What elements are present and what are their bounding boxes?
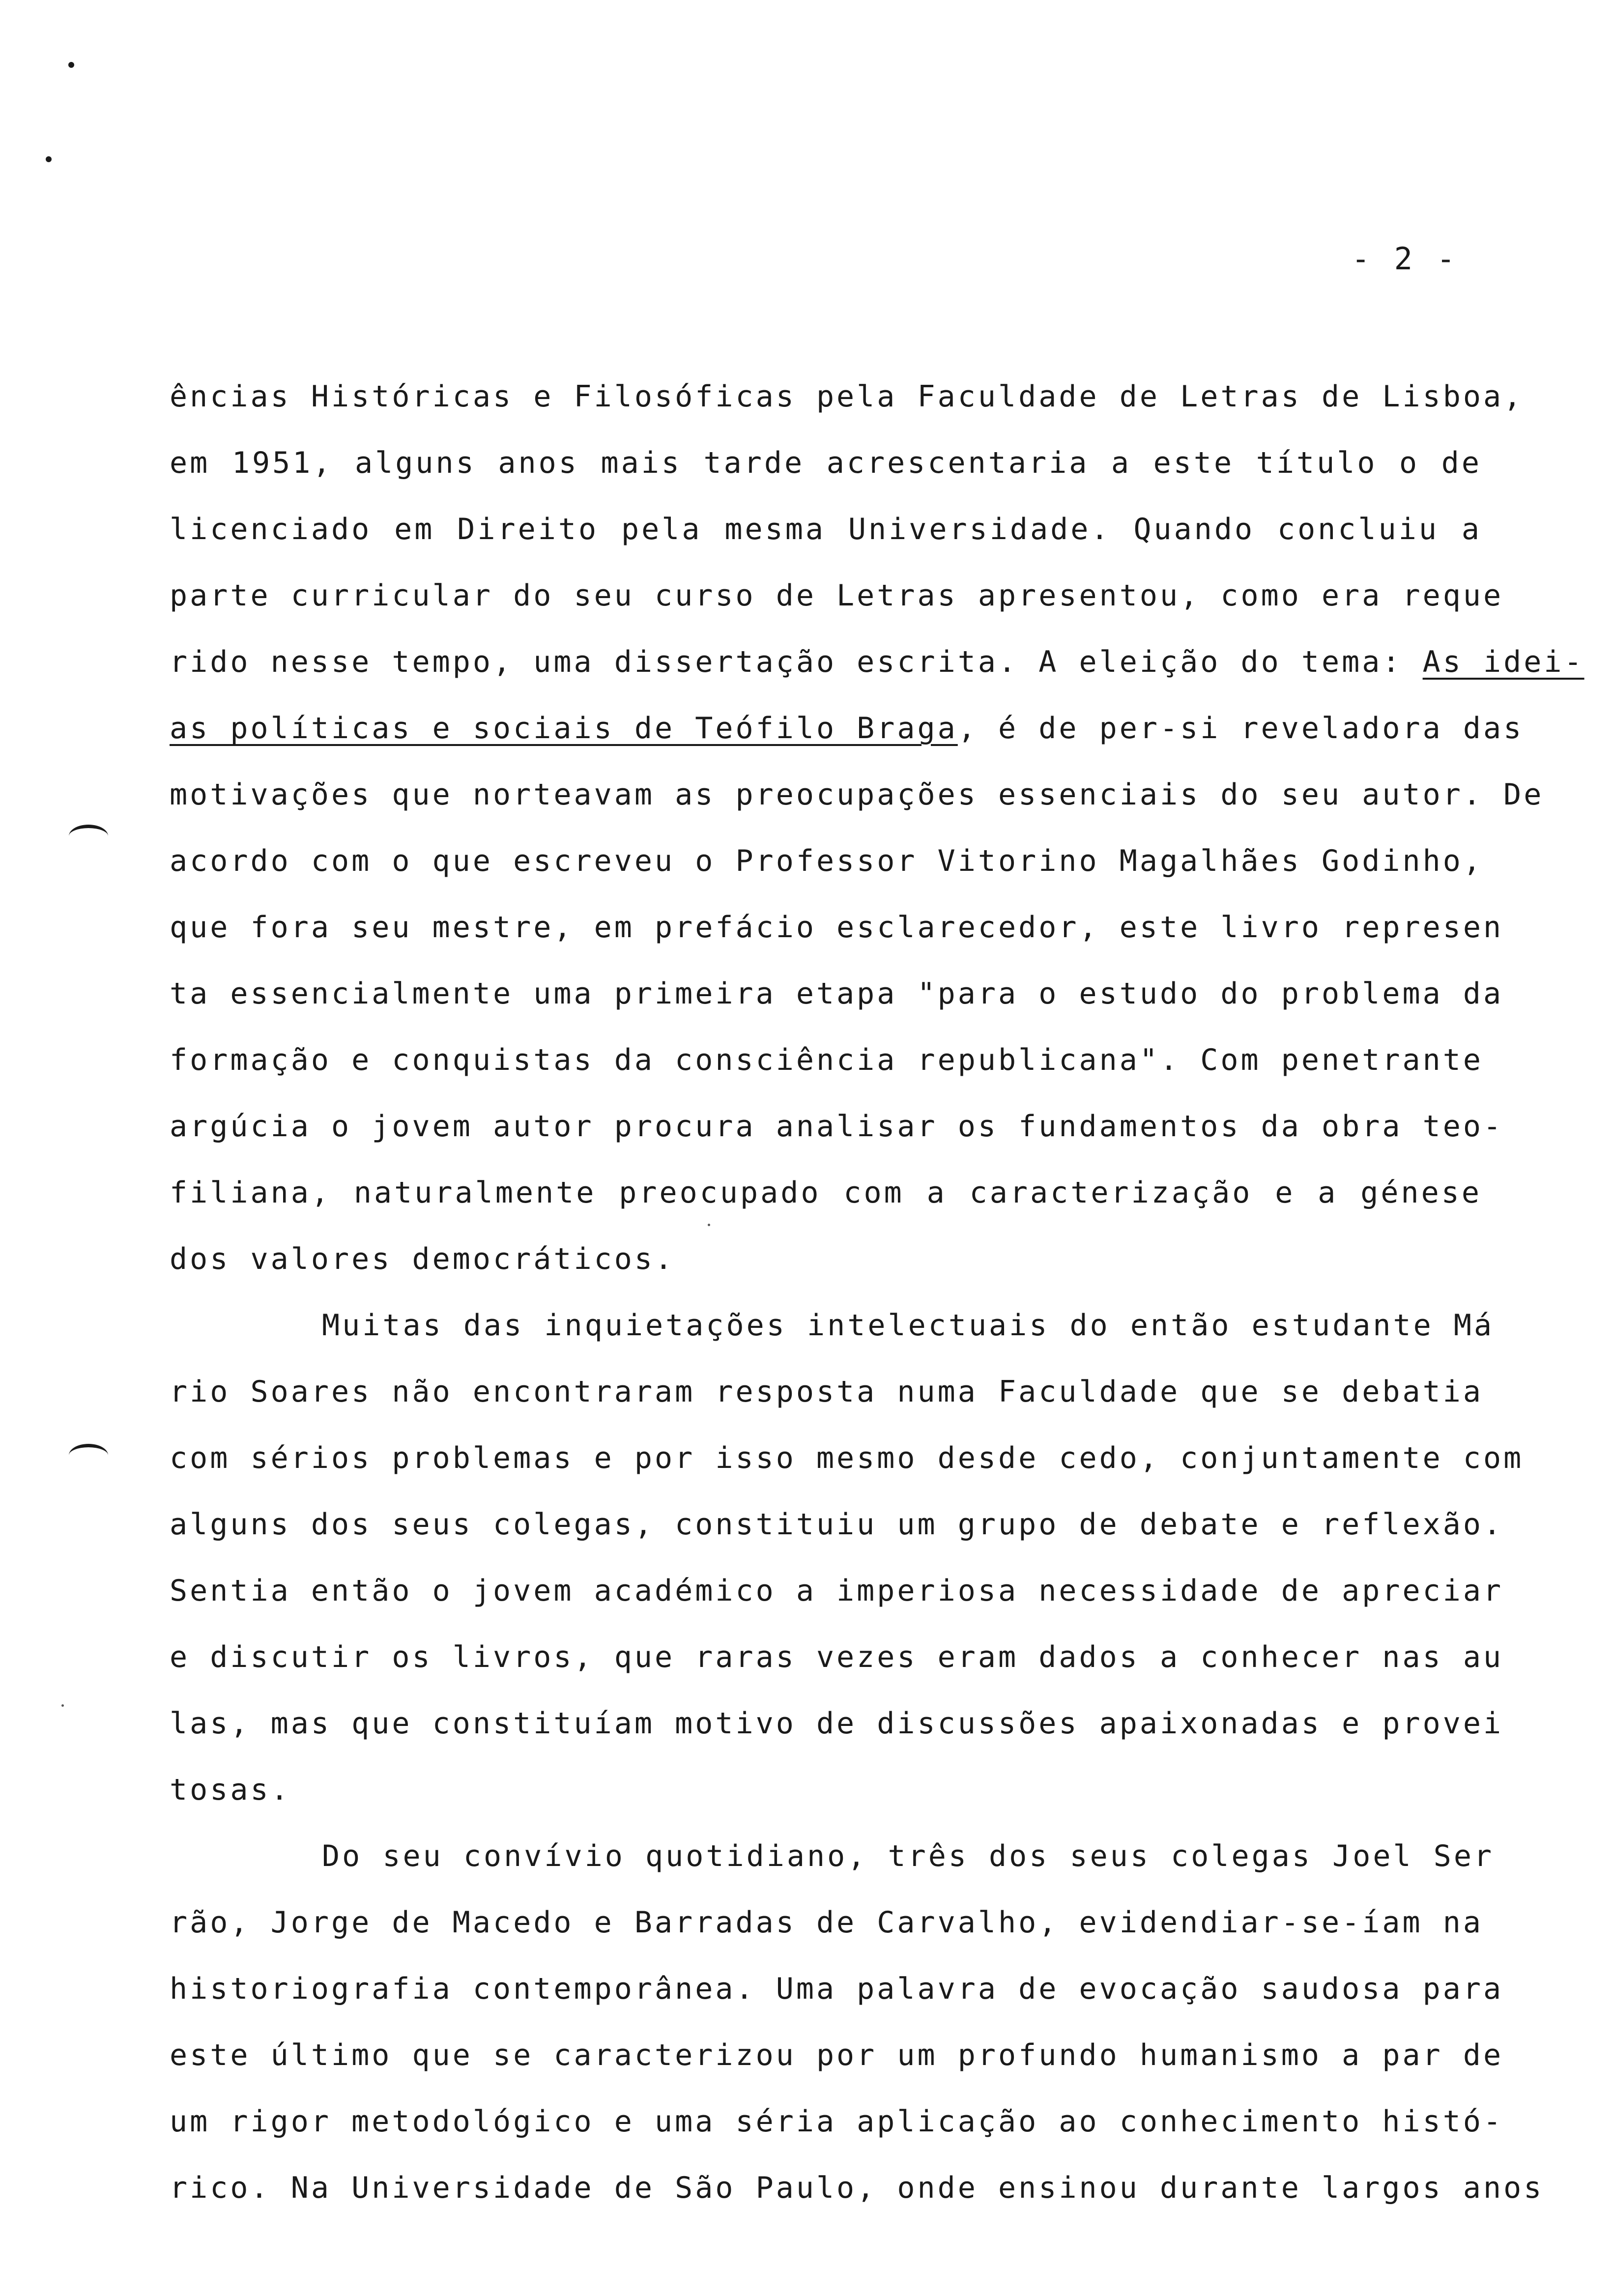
text-line: com sérios problemas e por isso mesmo desde cedo, conjuntamente com xyxy=(170,1441,1524,1475)
text-line xyxy=(170,637,1584,704)
margin-bracket-mark xyxy=(69,825,108,848)
text-line: alguns dos seus colegas, constituiu um grupo de debate e reflexão. xyxy=(170,1507,1504,1542)
text-line: las, mas que constituíam motivo de discussões apaixonadas e provei xyxy=(170,1706,1504,1741)
text-line: rão, Jorge de Macedo e Barradas de Carvalho, evidendiar-se-íam na xyxy=(170,1905,1483,1940)
margin-dot xyxy=(68,62,74,68)
text-line-segment: , é de per-si reveladora das xyxy=(957,711,1524,746)
text-line: Do seu convívio quotidiano, três dos seus colegas Joel Ser xyxy=(322,1839,1495,1873)
text-line: um rigor metodológico e uma séria aplicação ao conhecimento histó- xyxy=(170,2104,1504,2139)
text-line: rio Soares não encontraram resposta numa Faculdade que se debatia xyxy=(170,1375,1483,1409)
text-line-segment: rido nesse tempo, uma dissertação escrita. A eleição do tema: xyxy=(170,645,1423,679)
text-line: que fora seu mestre, em prefácio esclarecedor, este livro represen xyxy=(170,910,1504,945)
text-line: Muitas das inquietações intelectuais do então estudante Má xyxy=(322,1308,1495,1343)
text-line: argúcia o jovem autor procura analisar os fundamentos da obra teo- xyxy=(170,1109,1504,1144)
margin-dot xyxy=(46,156,52,162)
text-line: historiografia contemporânea. Uma palavra de evocação saudosa para xyxy=(170,1972,1504,2006)
text-line: tosas. xyxy=(170,1773,291,1807)
text-line: dos valores democráticos. xyxy=(170,1242,675,1276)
text-line: filiana, naturalmente preocupado com a caracterização e a génese xyxy=(170,1176,1482,1210)
text-line: ências Históricas e Filosóficas pela Faculdade de Letras de Lisboa, xyxy=(170,379,1524,414)
text-line: formação e conquistas da consciência republicana". Com penetrante xyxy=(170,1043,1483,1077)
text-line xyxy=(170,704,1524,770)
underlined-title-part: As idei- xyxy=(1422,645,1584,679)
margin-bracket-mark xyxy=(69,1444,108,1467)
text-line: motivações que norteavam as preocupações essenciais do seu autor. De xyxy=(170,777,1544,812)
text-line: e discutir os livros, que raras vezes eram dados a conhecer nas au xyxy=(170,1640,1504,1674)
text-line: licenciado em Direito pela mesma Universidade. Quando concluiu a xyxy=(170,512,1482,546)
body-text xyxy=(170,372,1584,2230)
underlined-title-part: as políticas e sociais de Teófilo Braga xyxy=(170,711,958,746)
margin-speck xyxy=(61,1704,64,1707)
text-line: acordo com o que escreveu o Professor Vitorino Magalhães Godinho, xyxy=(170,844,1483,878)
page-number: - 2 - xyxy=(1352,241,1458,277)
text-line: em 1951, alguns anos mais tarde acrescentaria a este título o de xyxy=(170,446,1482,480)
text-line: este último que se caracterizou por um profundo humanismo a par de xyxy=(170,2038,1504,2072)
text-line: rico. Na Universidade de São Paulo, onde ensinou durante largos anos xyxy=(170,2171,1544,2205)
text-line: Sentia então o jovem académico a imperiosa necessidade de apreciar xyxy=(170,1574,1504,1608)
text-line: parte curricular do seu curso de Letras apresentou, como era reque xyxy=(170,578,1504,613)
text-line: ta essencialmente uma primeira etapa "para o estudo do problema da xyxy=(170,976,1504,1011)
